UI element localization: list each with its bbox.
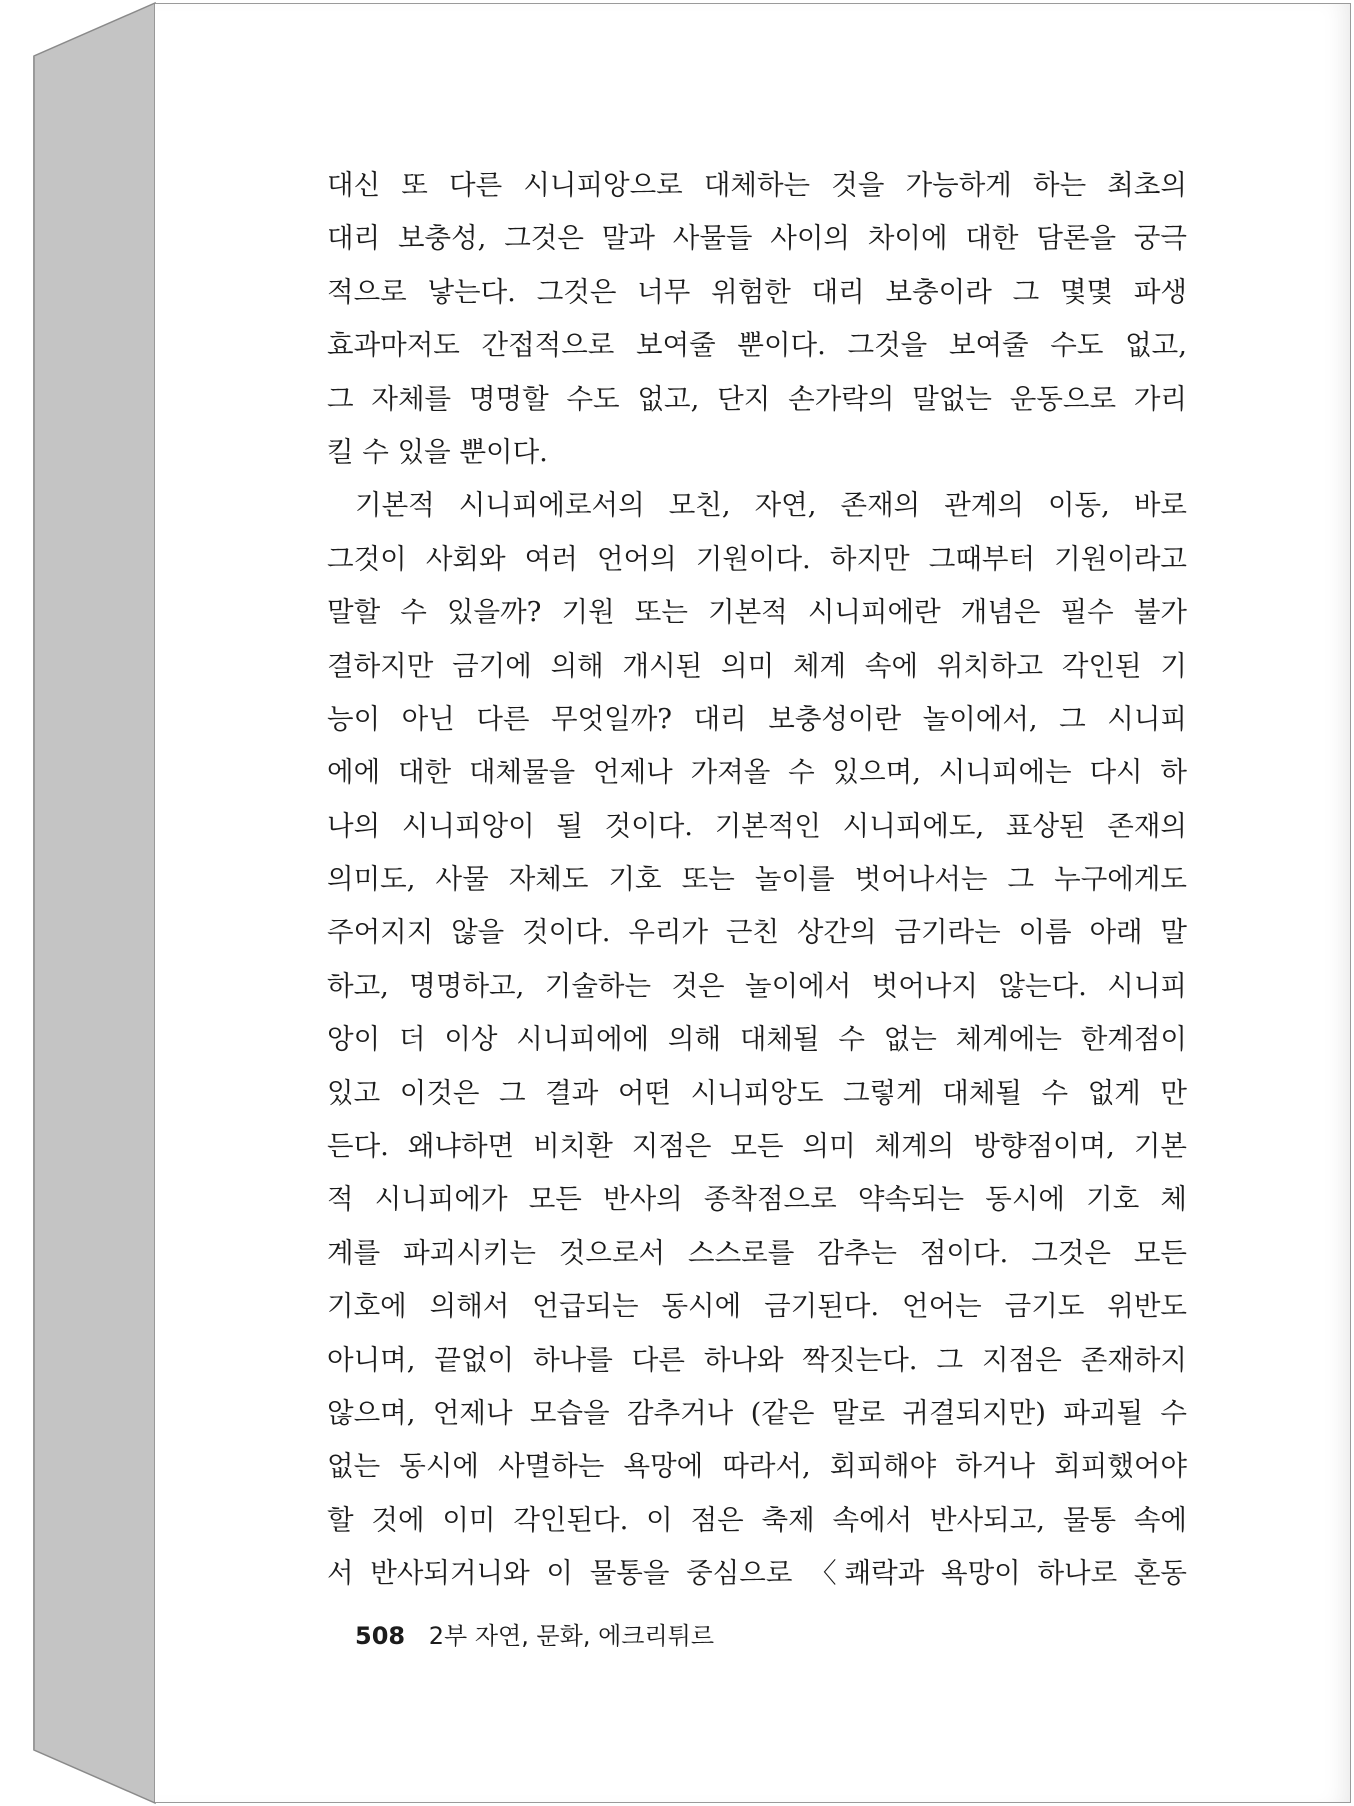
- text-line: 말할 수 있을까? 기원 또는 기본적 시니피에란 개념은 필수 불가: [327, 596, 1187, 629]
- text-line: 대리 보충성, 그것은 말과 사물들 사이의 차이에 대한 담론을 궁극: [327, 222, 1187, 255]
- text-line: 결하지만 금기에 의해 개시된 의미 체계 속에 위치하고 각인된 기: [327, 649, 1187, 682]
- text-line: 아니며, 끝없이 하나를 다른 하나와 짝짓는다. 그 지점은 존재하지: [327, 1343, 1187, 1376]
- text-line: 그것이 사회와 여러 언어의 기원이다. 하지만 그때부터 기원이라고: [327, 542, 1187, 575]
- text-line: 계를 파괴시키는 것으로서 스스로를 감추는 점이다. 그것은 모든: [327, 1236, 1187, 1269]
- text-line: 적으로 낳는다. 그것은 너무 위험한 대리 보충이라 그 몇몇 파생: [327, 275, 1187, 308]
- text-line: 기호에 의해서 언급되는 동시에 금기된다. 언어는 금기도 위반도: [327, 1290, 1187, 1323]
- page-footer: [355, 1616, 714, 1651]
- text-line: 않으며, 언제나 모습을 감추거나 (같은 말로 귀결되지만) 파괴될 수: [327, 1396, 1187, 1429]
- book-page: [155, 3, 1351, 1803]
- text-line: 없는 동시에 사멸하는 욕망에 따라서, 회피해야 하거나 회피했어야: [327, 1450, 1187, 1483]
- text-line: 기본적 시니피에로서의 모친, 자연, 존재의 관계의 이동, 바로: [355, 489, 1187, 522]
- text-line: 든다. 왜냐하면 비치환 지점은 모든 의미 체계의 방향점이며, 기본: [327, 1130, 1187, 1163]
- text-line: 서 반사되거니와 이 물통을 중심으로 〈쾌락과 욕망이 하나로 혼동: [327, 1557, 1187, 1590]
- text-line: 능이 아닌 다른 무엇일까? 대리 보충성이란 놀이에서, 그 시니피: [327, 702, 1187, 735]
- text-line: 하고, 명명하고, 기술하는 것은 놀이에서 벗어나지 않는다. 시니피: [327, 969, 1187, 1002]
- body-text: [327, 159, 1187, 1601]
- text-line: 앙이 더 이상 시니피에에 의해 대체될 수 없는 체계에는 한계점이: [327, 1023, 1187, 1056]
- text-line: 있고 이것은 그 결과 어떤 시니피앙도 그렇게 대체될 수 없게 만: [327, 1076, 1187, 1109]
- text-line: 에에 대한 대체물을 언제나 가져올 수 있으며, 시니피에는 다시 하: [327, 756, 1187, 789]
- text-line: 대신 또 다른 시니피앙으로 대체하는 것을 가능하게 하는 최초의: [327, 169, 1187, 201]
- text-line: 나의 시니피앙이 될 것이다. 기본적인 시니피에도, 표상된 존재의: [327, 809, 1187, 842]
- page-number: 508: [355, 1622, 406, 1650]
- text-line: 효과마저도 간접적으로 보여줄 뿐이다. 그것을 보여줄 수도 없고,: [327, 329, 1187, 362]
- text-line: 할 것에 이미 각인된다. 이 점은 축제 속에서 반사되고, 물통 속에: [327, 1503, 1187, 1536]
- text-line: 킬 수 있을 뿐이다.: [327, 435, 548, 468]
- text-line: 의미도, 사물 자체도 기호 또는 놀이를 벗어나서는 그 누구에게도: [327, 863, 1187, 896]
- text-line: 적 시니피에가 모든 반사의 종착점으로 약속되는 동시에 기호 체: [327, 1183, 1187, 1216]
- text-line: 그 자체를 명명할 수도 없고, 단지 손가락의 말없는 운동으로 가리: [327, 382, 1187, 415]
- running-title: 2부 자연, 문화, 에크리튀르: [428, 1622, 715, 1650]
- text-line: 주어지지 않을 것이다. 우리가 근친 상간의 금기라는 이름 아래 말: [327, 916, 1187, 949]
